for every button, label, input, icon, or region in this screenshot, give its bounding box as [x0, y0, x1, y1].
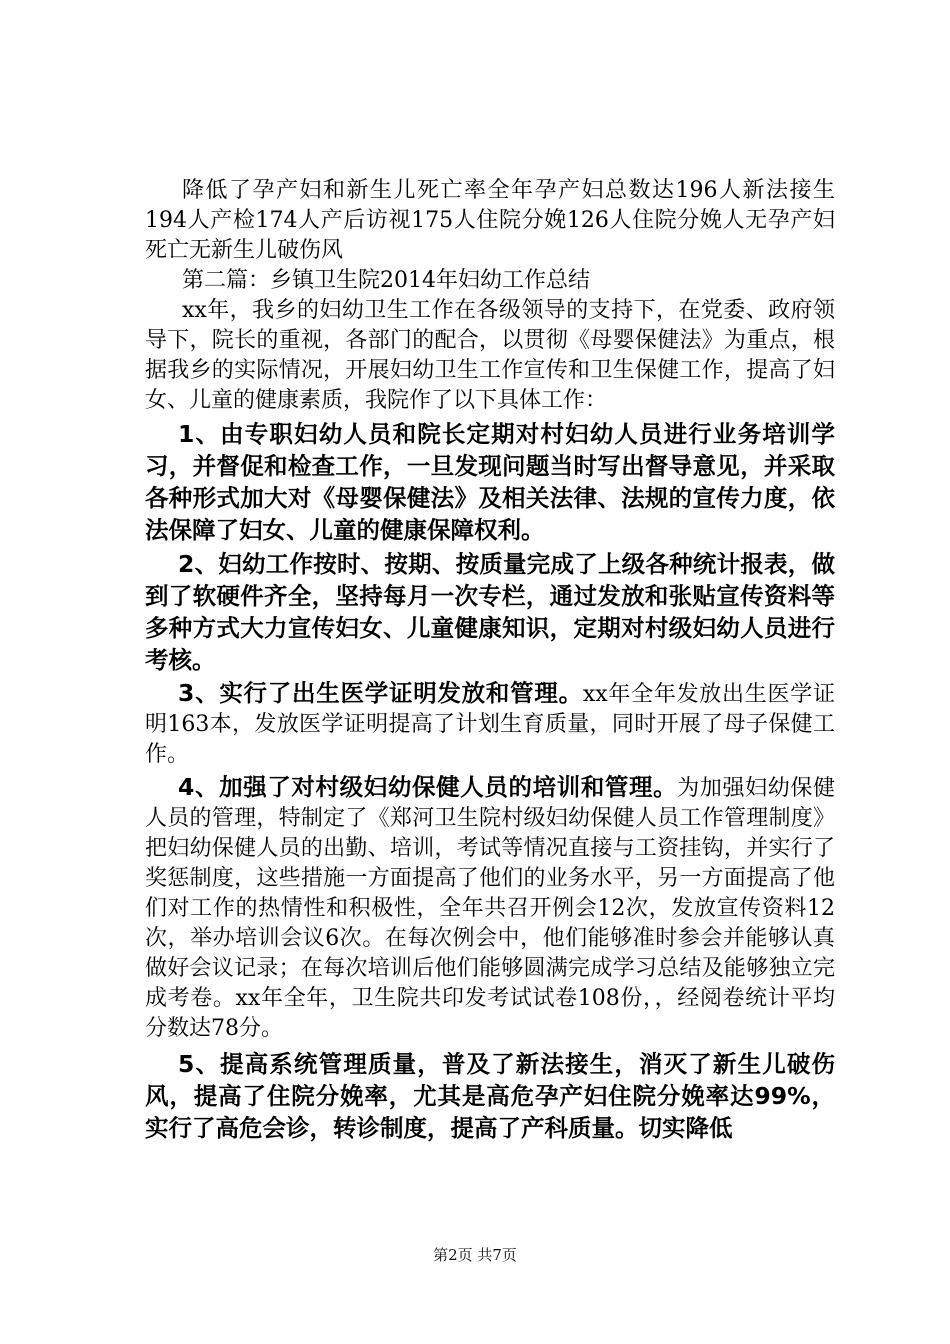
list-item-2: 2、妇幼工作按时、按期、按质量完成了上级各种统计报表，做到了软硬件齐全，坚持每月一次专栏，通过发放和张贴宣传资料等多种方式大力宣传妇女、儿童健康知识，定期对村级妇幼人员进行考核。	[145, 550, 835, 674]
list-item-3	[145, 678, 835, 770]
list-item-1: 1、由专职妇幼人员和院长定期对村妇幼人员进行业务培训学习，并督促和检查工作，一旦发现问题当时写出督导意见，并采取各种形式加大对《母婴保健法》及相关法律、法规的宣传力度，依法保障了妇女、儿童的健康保障权利。	[145, 420, 835, 544]
page-number-label: 第2页 共7页	[433, 1246, 517, 1264]
list-item-3-body: xx年全年发放出生医学证明163本，发放医学证明提高了计划生育质量，同时开展了母子保健工作。	[145, 682, 835, 767]
list-item-3-lead: 3、实行了出生医学证明发放和管理。	[178, 679, 583, 707]
list-item-4-lead: 4、加强了对村级妇幼保健人员的培训和管理。	[178, 773, 678, 801]
document-body	[145, 176, 835, 1144]
paragraph-intro: xx年，我乡的妇幼卫生工作在各级领导的支持下，在党委、政府领导下，院长的重视，各部门的配合，以贯彻《母婴保健法》为重点，根据我乡的实际情况，开展妇幼卫生工作宣传和卫生保健工作，提高了妇女、儿童的健康素质，我院作了以下具体工作：	[145, 298, 835, 413]
section-heading: 第二篇：乡镇卫生院2014年妇幼工作总结	[182, 268, 590, 293]
page-footer	[0, 1244, 950, 1265]
list-item-4	[145, 772, 835, 1044]
list-item-5: 5、提高系统管理质量，普及了新法接生，消灭了新生儿破伤风，提高了住院分娩率，尤其是高危孕产妇住院分娩率达99%，实行了高危会诊，转诊制度，提高了产科质量。切实降低	[145, 1050, 835, 1142]
paragraph-continuation: 降低了孕产妇和新生儿死亡率全年孕产妇总数达196人新法接生194人产检174人产后访视175人住院分娩126人住院分娩人无孕产妇死亡无新生儿破伤风	[145, 178, 835, 263]
list-item-4-body: 为加强妇幼保健人员的管理，特制定了《郑河卫生院村级妇幼保健人员工作管理制度》把妇幼保健人员的出勤、培训，考试等情况直接与工资挂钩，并实行了奖惩制度，这些措施一方面提高了他们的业务水平，另一方面提高了他们对工作的热情性和积极性，全年共召开例会12次，发放宣传资料12次，举办培训会议6次。在每次例会中，他们能够准时参会并能够认真做好会议记录；在每次培训后他们能够圆满完成学习总结及能够独立完成考卷。xx年全年，卫生院共印发考试试卷108份，，经阅卷统计平均分数达78分。	[145, 776, 835, 1041]
